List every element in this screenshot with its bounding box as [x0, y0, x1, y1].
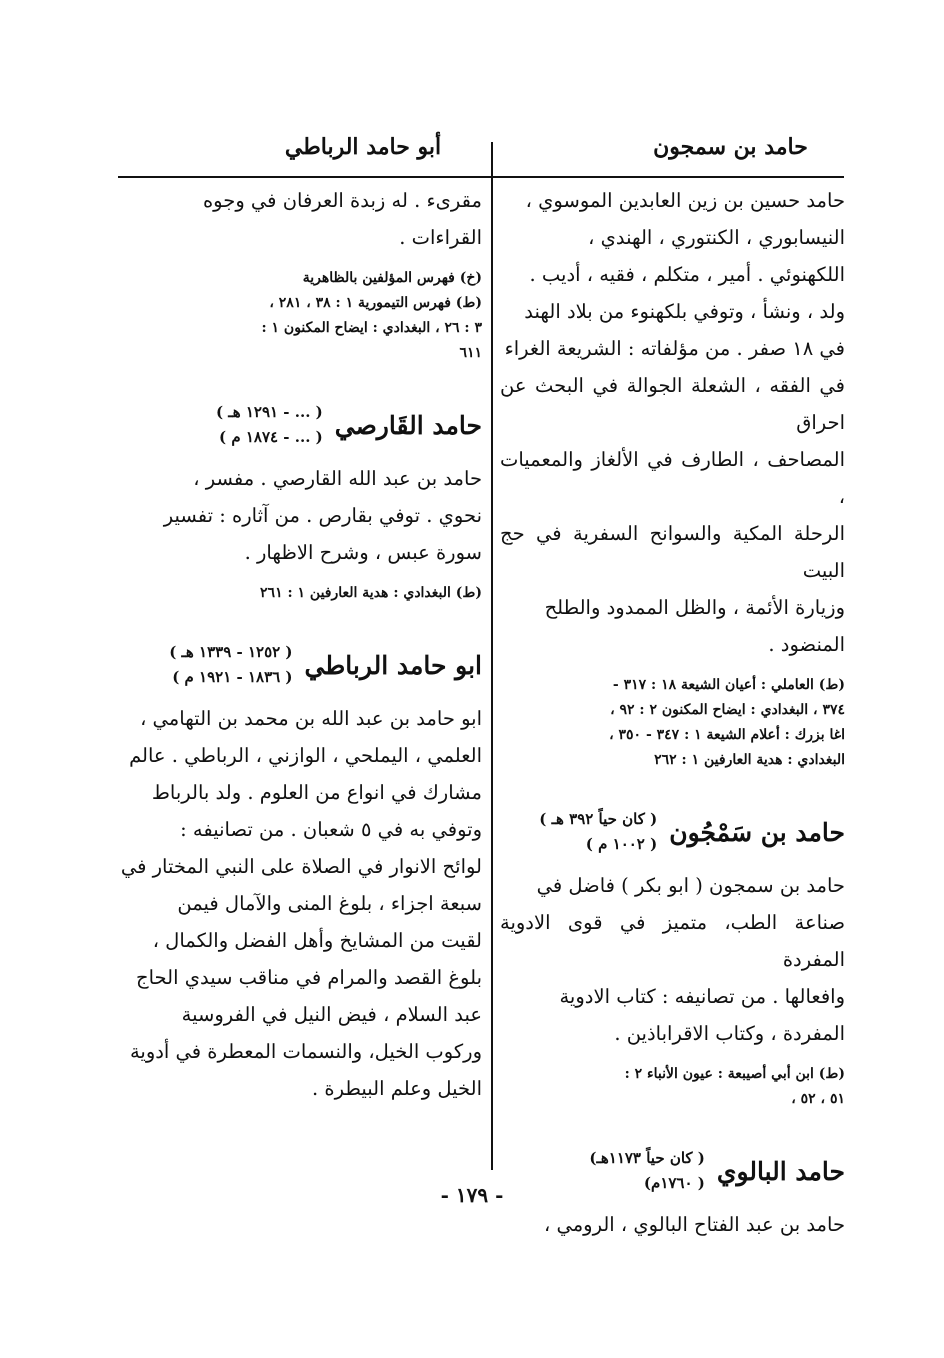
- source-line: (خ) فهرس المؤلفين بالظاهرية: [302, 270, 482, 286]
- entry-paragraph: [500, 867, 845, 1052]
- entry-sources: [500, 673, 845, 773]
- text-line: بلوغ القصد والمرام في مناقب سيدي الحاج: [136, 966, 482, 989]
- text-line: الرحلة المكية والسوانح السفرية في حج البيت: [500, 522, 845, 582]
- source-line: (ط) فهرس التيمورية ١ : ٣٨ ، ٢٨١ ،: [269, 295, 482, 311]
- date-hijri: ( ١٢٥٢ - ١٣٣٩ هـ ): [169, 643, 293, 661]
- text-line: المنضود .: [768, 633, 845, 656]
- text-line: في ١٨ صفر . من مؤلفاته : الشريعة الغراء: [504, 337, 845, 360]
- entry-hamid-al-qarisi: [120, 400, 482, 606]
- text-line: العلمي ، اليملحي ، الوازني ، الرباطي . عالم: [129, 744, 482, 767]
- left-column: [120, 182, 482, 1107]
- date-gregorian: ( ١٧٦٠م): [643, 1174, 705, 1192]
- entry-dates: [216, 400, 323, 450]
- source-line: (ط) العاملي : أعيان الشيعة ١٨ : ٣١٧ -: [612, 677, 845, 693]
- entry-name: ابو حامد الرباطي: [304, 650, 482, 680]
- left-running-title: أبو حامد الرباطي: [284, 134, 442, 160]
- source-line: ٦١١: [459, 345, 482, 361]
- text-line: في الفقه ، الشعلة الجوالة في البحث عن احراق: [500, 374, 845, 434]
- source-line: (ط) البغدادي : هدية العارفين ١ : ٢٦١: [260, 585, 482, 601]
- entry-dates: [539, 807, 657, 857]
- entry-name: حامد البالوي: [716, 1156, 845, 1186]
- entry-paragraph: [120, 700, 482, 1107]
- entry-hamid-ibn-samjun: [500, 807, 845, 1112]
- text-line: المفردة ، وكتاب الاقراباذين .: [614, 1022, 845, 1045]
- text-line: حامد بن سمجون ( ابو بكر ) فاضل في: [536, 874, 845, 897]
- date-hijri: ( كان حياً ١١٧٣هـ): [589, 1149, 705, 1167]
- text-line: الخيل وعلم البيطرة .: [312, 1077, 482, 1100]
- date-gregorian: ( ... - ١٨٧٤ م ): [219, 428, 323, 446]
- text-line: وافعالها . من تصانيفه : كتاب الادوية: [559, 985, 845, 1008]
- entry-dates: [169, 640, 292, 690]
- date-hijri: ( ... - ١٢٩١ هـ ): [215, 403, 323, 421]
- text-line: اللكهنوئي . أمير ، متكلم ، فقيه ، أديب .: [529, 263, 845, 286]
- right-column: [500, 182, 845, 1243]
- text-line: مقرىء . له زبدة العرفان في وجوه: [202, 189, 482, 212]
- page-number: - ١٧٩ -: [440, 1183, 504, 1207]
- source-line: ٥١ ، ٥٢ ،: [791, 1091, 845, 1107]
- source-line: اغا بزرك : أعلام الشيعة ١ : ٣٤٧ - ٣٥٠ ،: [609, 727, 845, 743]
- entry-paragraph: [500, 182, 845, 663]
- text-line: سورة عبس ، وشرح الاظهار .: [244, 541, 482, 564]
- entry-name: حامد بن سَمْجُون: [669, 817, 845, 847]
- text-line: مشارك في انواع من العلوم . ولد بالرباط: [151, 781, 482, 804]
- text-line: سبعة اجزاء ، بلوغ المنى والآمال فيمن: [177, 892, 482, 915]
- text-line: القراءات .: [399, 226, 482, 249]
- entry-heading: [120, 400, 482, 450]
- text-line: وزيارة الأئمة ، والظل الممدود والطلح: [544, 596, 845, 619]
- entry-sources: [120, 581, 482, 606]
- date-hijri: ( كان حياً ٣٩٢ هـ ): [539, 810, 658, 828]
- entry-name: حامد القَارصي: [334, 410, 482, 440]
- text-line: لوائح الانوار في الصلاة على النبي المختار في: [120, 855, 482, 878]
- entry-abu-hamid-al-ribati: [120, 640, 482, 1107]
- entry-paragraph: [120, 460, 482, 571]
- text-line: ولد ، ونشأ ، وتوفي بلكهنوء من بلاد الهند: [524, 300, 845, 323]
- date-gregorian: ( ١٨٣٦ - ١٩٢١ م ): [172, 668, 293, 686]
- text-line: لقيت من المشايخ وأهل الفضل والكمال ،: [152, 929, 482, 952]
- source-line: البغدادي : هدية العارفين ١ : ٢٦٢: [654, 752, 845, 768]
- text-line: وركوب الخيل، والنسمات المعطرة في أدوية: [129, 1040, 482, 1063]
- right-running-title: حامد بن سمجون: [653, 134, 808, 160]
- text-line: حامد حسين بن زين العابدين الموسوي ،: [525, 189, 845, 212]
- text-line: وتوفي به في ٥ شعبان . من تصانيفه :: [180, 818, 482, 841]
- date-gregorian: ( ١٠٠٢ م ): [585, 835, 658, 853]
- text-line: حامد بن عبد الفتاح البالوي ، الرومي ،: [543, 1213, 845, 1236]
- entry-heading: [500, 807, 845, 857]
- entry-hamid-husayn: [500, 182, 845, 773]
- text-line: النيسابوري ، الكنتوري ، الهندي ،: [588, 226, 845, 249]
- column-divider: [491, 142, 493, 1170]
- text-line: نحوي . توفي بقارص . من آثاره : تفسير: [163, 504, 482, 527]
- source-line: ٣ : ٢٦ ، البغدادي : ايضاح المكنون ١ :: [261, 320, 482, 336]
- source-line: ٣٧٤ ، البغدادي : ايضاح المكنون ٢ : ٩٢ ،: [610, 702, 845, 718]
- entry-sources: [120, 266, 482, 366]
- text-line: صناعة الطب، متميز في قوى الادوية المفردة: [500, 911, 845, 971]
- text-line: ابو حامد بن عبد الله بن محمد بن التهامي ،: [140, 707, 482, 730]
- entry-continuation: [120, 182, 482, 366]
- page-header: [118, 128, 844, 178]
- entry-heading: [120, 640, 482, 690]
- source-line: (ط) ابن أبي أصيبعة : عيون الأنباء ٢ :: [624, 1066, 845, 1082]
- entry-paragraph: [120, 182, 482, 256]
- entry-sources: [500, 1062, 845, 1112]
- text-line: حامد بن عبد الله القارصي . مفسر ،: [193, 467, 482, 490]
- text-line: المصاحف ، الطارف في الألغاز والمعميات ،: [500, 448, 845, 508]
- entry-paragraph: [500, 1206, 845, 1243]
- text-line: عبد السلام ، فيض النيل في الفروسية: [181, 1003, 482, 1026]
